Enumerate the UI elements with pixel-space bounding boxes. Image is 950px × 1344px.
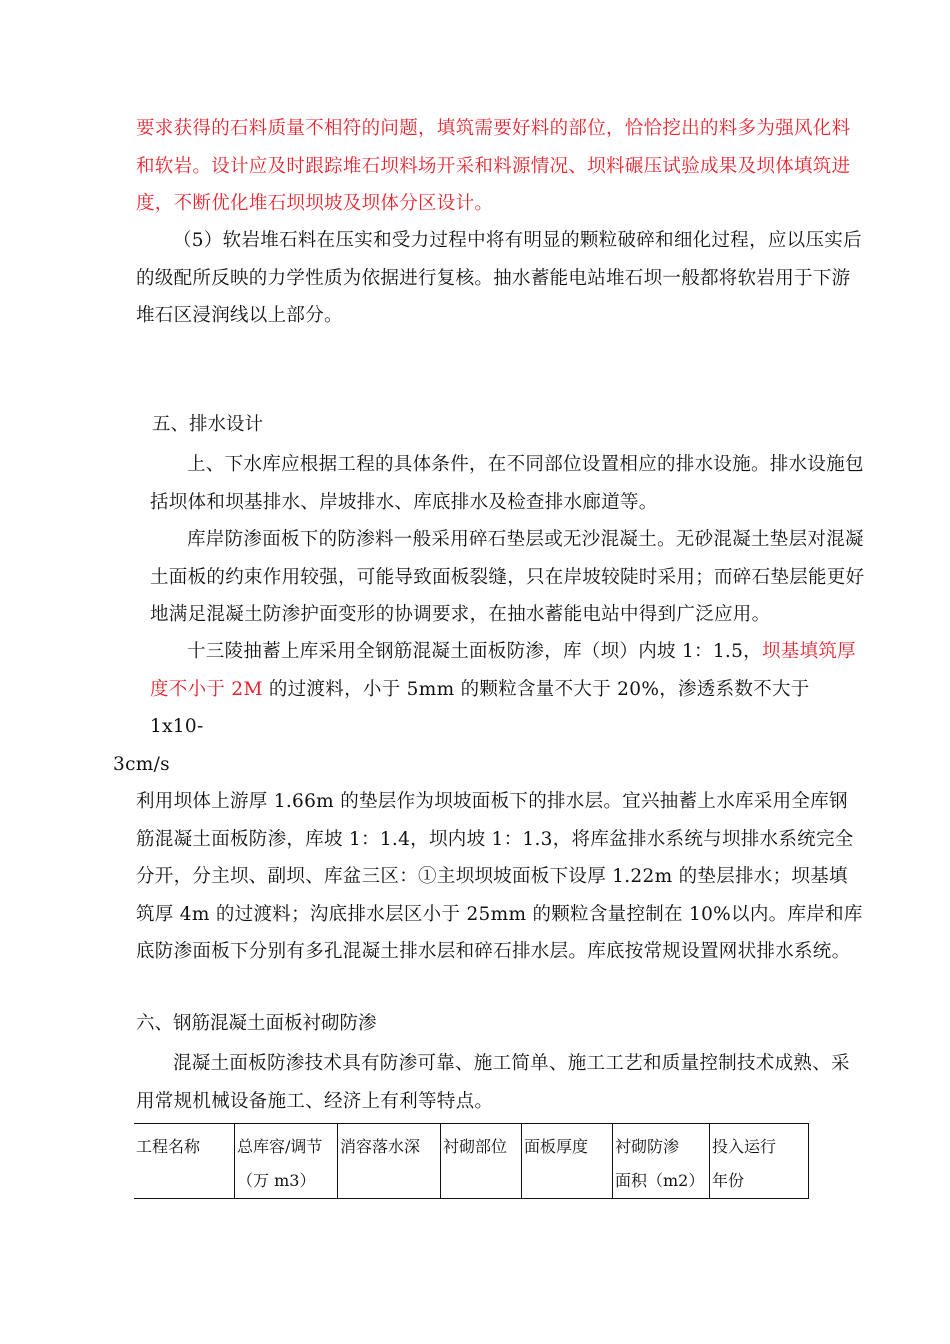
paragraph-shisanling [113, 633, 866, 783]
shisanling-text-b: 的过渡料，小于 5mm 的颗粒含量不大于 20%，渗透系数不大于 1x10- [150, 678, 810, 737]
paragraph-5-soft-rock: （5）软岩堆石料在压实和受力过程中将有明显的颗粒破碎和细化过程，应以压实后的级配所反映的力学性质为依据进行复核。抽水蓄能电站堆石坝一般都将软岩用于下游堆石区浸润线以上部分。 [136, 230, 862, 326]
table-header-row [134, 1124, 809, 1199]
table-header-cell: 衬砌部位 [441, 1124, 522, 1199]
paragraph-yixing: 利用坝体上游厚 1.66m 的垫层作为坝坡面板下的排水层。宜兴抽蓄上水库采用全库钢筋混凝土面板防渗，库坡 1：1.4，坝内坡 1：1.3，将库盆排水系统与坝排水系统完全分开，分主坝、副坝、库盆三区：①主坝坝坡面板下设厚 1.22m 的垫层排水；坝基填筑厚 4m 的过渡料；沟底排水层区小于 25mm 的颗粒含量控制在 10%以内。库岸和库底防渗面板下分别有多孔混凝土排水层和碎石排水层。库底按常规设置网状排水系统。 [136, 791, 863, 962]
paragraph-panel-features: 混凝土面板防渗技术具有防渗可靠、施工简单、施工工艺和质量控制技术成熟、采用常规机械设备施工、经济上有利等特点。 [136, 1053, 850, 1112]
section-heading-panel-lining: 六、钢筋混凝土面板衬砌防渗 [136, 1013, 377, 1034]
section-heading-drainage: 五、排水设计 [152, 414, 264, 435]
table-header-cell: 总库容/调节 （万 m3） [235, 1124, 338, 1199]
project-table [134, 1123, 809, 1199]
paragraph-drainage-2: 库岸防渗面板下的防渗料一般采用碎石垫层或无沙混凝土。无砂混凝土垫层对混凝土面板的约束作用较强，可能导致面板裂缝，只在岸坡较陡时采用；而碎石垫层能更好地满足混凝土防渗护面变形的协调要求，在抽水蓄能电站中得到广泛应用。 [150, 529, 865, 625]
table-header-cell: 投入运行 年份 [710, 1124, 809, 1199]
shisanling-text-c: 3cm/s [113, 753, 170, 775]
table-header-cell: 面板厚度 [522, 1124, 613, 1199]
paragraph-drainage-1: 上、下水库应根据工程的具体条件，在不同部位设置相应的排水设施。排水设施包括坝体和坝基排水、岸坡排水、库底排水及检查排水廊道等。 [150, 454, 864, 513]
shisanling-text-red: 坝基填筑厚度不小于 2M [150, 641, 856, 700]
table-header-cell: 工程名称 [134, 1124, 235, 1199]
shisanling-text-a: 十三陵抽蓄上库采用全钢筋混凝土面板防渗，库（坝）内坡 1：1.5， [187, 641, 762, 662]
table-header-cell: 消容落水深 [338, 1124, 441, 1199]
table-header-cell: 衬砌防渗 面积（m2） [613, 1124, 710, 1199]
intro-paragraph: 要求获得的石料质量不相符的问题，填筑需要好料的部位，恰恰挖出的料多为强风化料和软岩。设计应及时跟踪堆石坝料场开采和料源情况、坝料碾压试验成果及坝体填筑进度，不断优化堆石坝坝坡及坝体分区设计。 [136, 118, 851, 214]
